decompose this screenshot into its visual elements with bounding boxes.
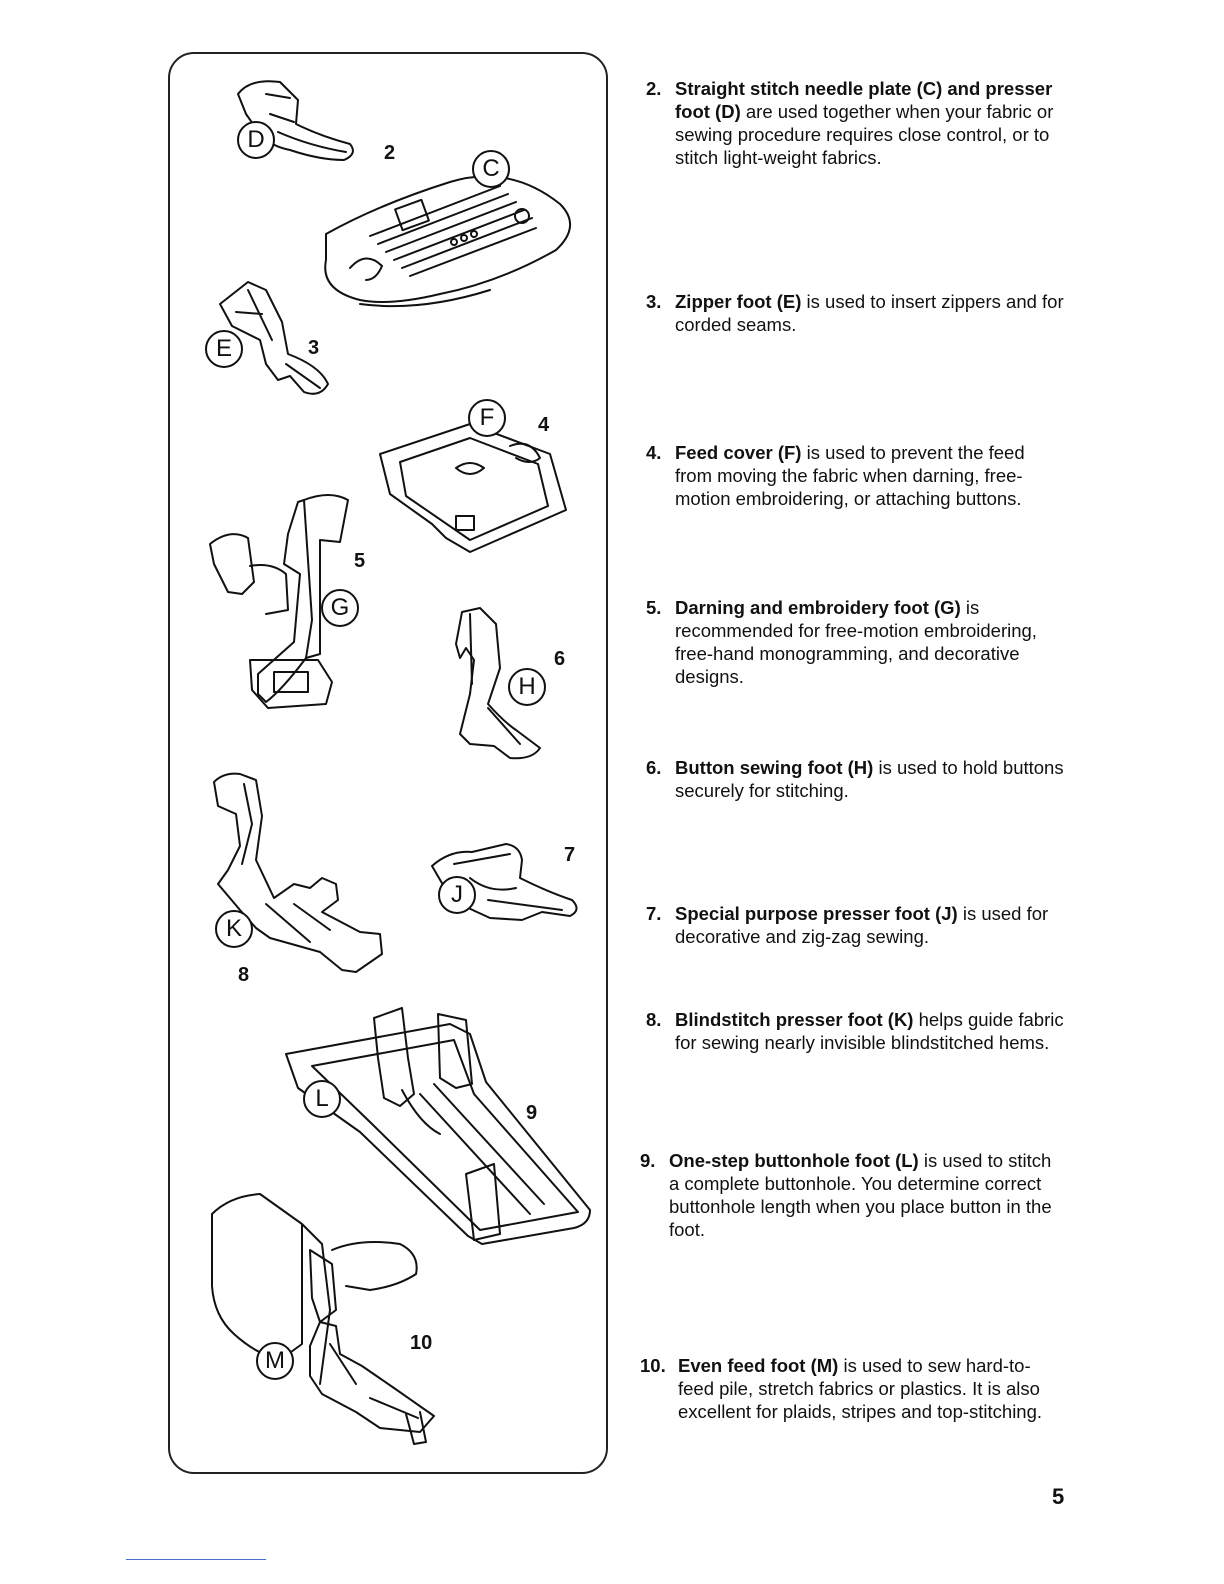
letter-l-callout	[303, 1080, 341, 1118]
item-10	[640, 1354, 1060, 1423]
item-title: Special purpose presser foot (J)	[675, 903, 958, 924]
item-9	[640, 1149, 1060, 1241]
item-title: One-step buttonhole foot (L)	[669, 1150, 919, 1171]
item-title: Blindstitch presser foot (K)	[675, 1009, 914, 1030]
item-text: is used to stitch a complete buttonhole. You determine correct buttonhole length when you place button in the foot.	[669, 1150, 1052, 1240]
item-5	[646, 596, 1066, 688]
item-text: is used to prevent the feed from moving the fabric when darning, free-motion embroidering, or attaching buttons.	[675, 442, 1025, 509]
letter-c-callout	[472, 150, 510, 188]
item-title: Straight stitch needle plate (C) and presser foot (D)	[675, 78, 1053, 122]
item-number-6: 6	[554, 648, 566, 670]
item-number: 9.	[640, 1150, 656, 1171]
buttonhole-foot-l-drawing	[286, 1008, 590, 1244]
letter-j-callout	[438, 876, 476, 914]
item-number: 7.	[646, 903, 662, 924]
item-title: Zipper foot (E)	[675, 291, 802, 312]
item-7	[646, 902, 1066, 948]
item-3	[646, 290, 1066, 336]
item-8	[646, 1008, 1066, 1054]
item-number-7: 7	[564, 844, 576, 866]
page-number: 5	[1052, 1484, 1065, 1509]
needle-plate-c-drawing	[325, 176, 570, 306]
accessories-drawing	[170, 54, 610, 1476]
item-number: 2.	[646, 78, 662, 99]
illustration-panel	[168, 52, 608, 1474]
letter-e: E	[215, 335, 232, 362]
letter-j: J	[451, 881, 463, 908]
letter-g: G	[330, 594, 350, 621]
item-4	[646, 441, 1066, 510]
item-text: helps guide fabric for sewing nearly invisible blindstitched hems.	[675, 1009, 1064, 1053]
letter-c: C	[482, 155, 500, 182]
footer-divider	[126, 1559, 266, 1560]
item-title: Feed cover (F)	[675, 442, 802, 463]
item-title: Button sewing foot (H)	[675, 757, 874, 778]
item-title: Darning and embroidery foot (G)	[675, 597, 961, 618]
item-number: 5.	[646, 597, 662, 618]
item-text: is used to insert zippers and for corded seams.	[675, 291, 1064, 335]
item-number-8: 8	[238, 964, 250, 986]
even-feed-foot-m-drawing	[212, 1194, 434, 1444]
letter-k-callout	[215, 910, 253, 948]
item-text: is used to hold buttons securely for stitching.	[675, 757, 1064, 801]
letter-h: H	[518, 673, 536, 700]
item-6	[646, 756, 1066, 802]
letter-e-callout	[205, 330, 243, 368]
item-text: is used for decorative and zig-zag sewing.	[675, 903, 1049, 947]
letter-m-callout	[256, 1342, 294, 1380]
item-number: 4.	[646, 442, 662, 463]
item-number-9: 9	[526, 1102, 538, 1124]
letter-h-callout	[508, 668, 546, 706]
item-2	[646, 77, 1066, 169]
item-number: 3.	[646, 291, 662, 312]
item-number-10: 10	[410, 1332, 433, 1354]
letter-d-callout	[237, 121, 275, 159]
letter-g-callout	[321, 589, 359, 627]
item-number: 8.	[646, 1009, 662, 1030]
letter-l: L	[315, 1085, 329, 1112]
item-number-5: 5	[354, 550, 366, 572]
letter-f-callout	[468, 399, 506, 437]
item-text: is used to sew hard-to-feed pile, stretch fabrics or plastics. It is also excellent for plaids, stripes and top-stitching.	[678, 1355, 1043, 1422]
letter-f: F	[479, 404, 495, 431]
item-title: Even feed foot (M)	[678, 1355, 839, 1376]
item-text: are used together when your fabric or sewing procedure requires close control, or to stitch light-weight fabrics.	[675, 101, 1054, 168]
feed-cover-f-drawing	[380, 424, 566, 552]
letter-d: D	[247, 126, 265, 153]
letter-m: M	[265, 1347, 285, 1374]
item-text: is recommended for free-motion embroidering, free-hand monogramming, and decorative designs.	[675, 597, 1037, 687]
item-number: 10.	[640, 1355, 666, 1376]
item-number-4: 4	[538, 414, 550, 436]
item-number-3: 3	[308, 337, 320, 359]
item-number-2: 2	[384, 142, 396, 164]
letter-k: K	[225, 915, 242, 942]
item-number: 6.	[646, 757, 662, 778]
